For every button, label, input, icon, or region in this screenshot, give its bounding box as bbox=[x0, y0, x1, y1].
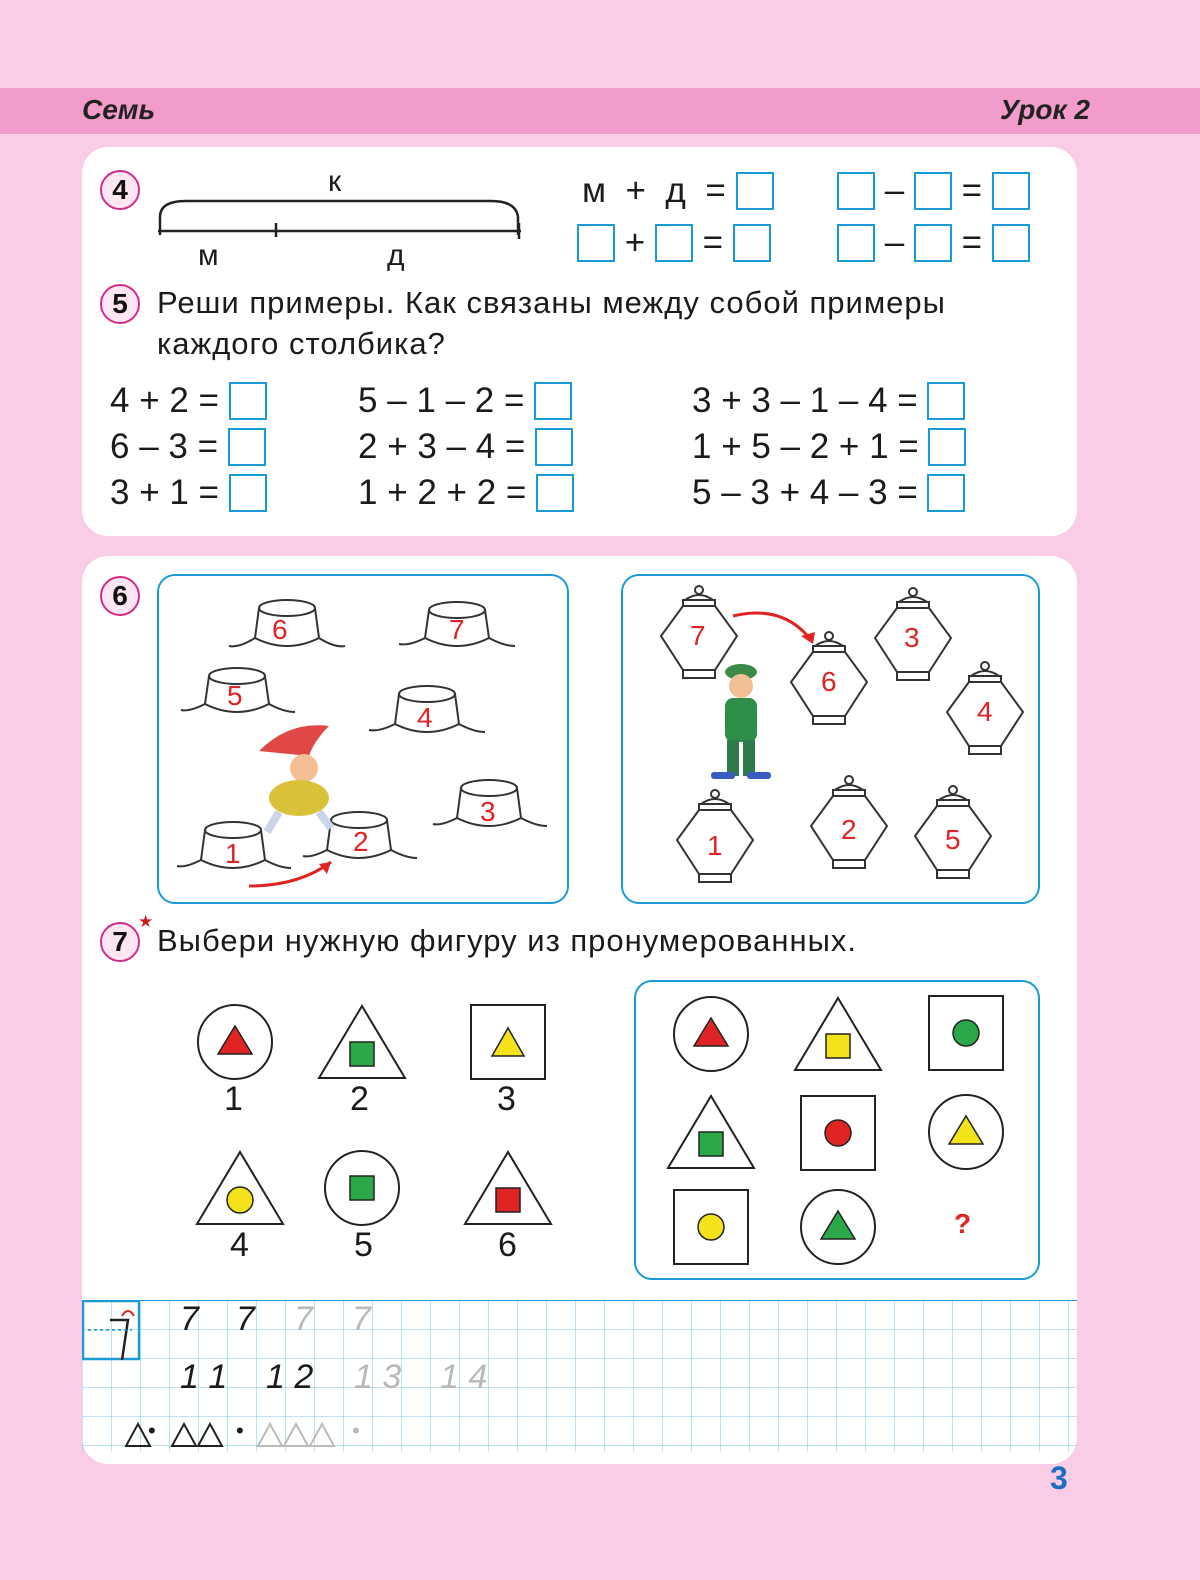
figure-option-3 bbox=[471, 1005, 545, 1079]
task-7-text: Выбери нужную фигуру из пронумерованных. bbox=[157, 923, 857, 958]
lanterns-picture: 7 3 6 4 1 2 5 bbox=[621, 574, 1040, 904]
answer-box[interactable] bbox=[535, 428, 573, 466]
figure-option-6 bbox=[465, 1152, 551, 1224]
answer-box[interactable] bbox=[229, 382, 267, 420]
equation-box-minus-box-2: – = bbox=[837, 221, 1030, 263]
figure-grid-shapes bbox=[636, 982, 1038, 1278]
figure-grid-puzzle bbox=[634, 980, 1040, 1280]
answer-box[interactable] bbox=[914, 172, 952, 210]
lanterns-illustration bbox=[623, 576, 1038, 902]
segment-label-k: к bbox=[328, 165, 342, 198]
segment-label-m: м bbox=[198, 239, 219, 272]
figure-option-label: 5 bbox=[354, 1226, 373, 1264]
stumps-picture: 6 7 5 4 3 1 2 bbox=[157, 574, 569, 904]
equation-box-minus-box-1: – = bbox=[837, 169, 1030, 211]
example-row: 5 – 3 + 4 – 3 = bbox=[692, 471, 966, 517]
handwriting-grid bbox=[82, 1300, 1077, 1462]
answer-box[interactable] bbox=[928, 428, 966, 466]
figure-option-label: 4 bbox=[230, 1226, 249, 1264]
examples-column-3 bbox=[692, 379, 966, 517]
example-row: 3 + 1 = bbox=[110, 471, 267, 517]
gnome-icon bbox=[711, 664, 771, 779]
answer-box[interactable] bbox=[536, 474, 574, 512]
example-row: 4 + 2 = bbox=[110, 379, 267, 425]
lesson-header-band bbox=[0, 88, 1200, 134]
lesson-title: Урок 2 bbox=[999, 94, 1090, 125]
equation-m-plus-d: м + д = bbox=[582, 169, 774, 211]
answer-box[interactable] bbox=[733, 224, 771, 262]
star-icon: ★ bbox=[138, 912, 154, 931]
example-row: 1 + 2 + 2 = bbox=[358, 471, 574, 517]
topic-title: Семь bbox=[82, 94, 156, 125]
page-number: 3 bbox=[1050, 1460, 1068, 1496]
task-7-number: 7 bbox=[100, 922, 140, 962]
dot-icon: • bbox=[148, 1418, 156, 1443]
figure-option-label: 6 bbox=[498, 1226, 517, 1264]
answer-box[interactable] bbox=[228, 428, 266, 466]
example-row: 2 + 3 – 4 = bbox=[358, 425, 574, 471]
answer-box[interactable] bbox=[927, 382, 965, 420]
handwriting-number-trace: 1 3 bbox=[354, 1358, 402, 1396]
handwriting-number: 1 1 bbox=[180, 1358, 228, 1396]
answer-box[interactable] bbox=[837, 224, 875, 262]
handwriting-number-trace: 1 4 bbox=[440, 1358, 488, 1396]
handwriting-digit-trace: 7 bbox=[294, 1300, 313, 1338]
figure-option-1 bbox=[198, 1005, 272, 1079]
examples-column-2 bbox=[358, 379, 574, 517]
handwriting-digit: 7 bbox=[180, 1300, 199, 1338]
task-4-number: 4 bbox=[100, 170, 140, 210]
equation-box-plus-box: + = bbox=[577, 221, 771, 263]
answer-box[interactable] bbox=[927, 474, 965, 512]
handwriting-digit-trace: 7 bbox=[352, 1300, 371, 1338]
answer-box[interactable] bbox=[914, 224, 952, 262]
figure-option-4 bbox=[197, 1152, 283, 1224]
handwriting-number: 1 2 bbox=[266, 1358, 314, 1396]
answer-box[interactable] bbox=[655, 224, 693, 262]
answer-box[interactable] bbox=[229, 474, 267, 512]
dot-icon: • bbox=[236, 1418, 244, 1443]
figure-option-label: 2 bbox=[350, 1080, 369, 1118]
answer-box[interactable] bbox=[577, 224, 615, 262]
figure-option-label: 3 bbox=[497, 1080, 516, 1118]
missing-figure-question[interactable]: ? bbox=[954, 1208, 972, 1239]
figure-option-label: 1 bbox=[224, 1080, 243, 1118]
example-row: 6 – 3 = bbox=[110, 425, 267, 471]
answer-box[interactable] bbox=[992, 172, 1030, 210]
segment-label-d: д bbox=[387, 239, 405, 272]
gnome-icon bbox=[259, 725, 331, 832]
tasks-4-5-card bbox=[82, 147, 1077, 536]
answer-box[interactable] bbox=[992, 224, 1030, 262]
answer-box[interactable] bbox=[736, 172, 774, 210]
answer-box[interactable] bbox=[534, 382, 572, 420]
task-5-number: 5 bbox=[100, 284, 140, 324]
answer-box[interactable] bbox=[837, 172, 875, 210]
tasks-6-7-card bbox=[82, 556, 1077, 1464]
task-6-number: 6 bbox=[100, 576, 140, 616]
example-row: 1 + 5 – 2 + 1 = bbox=[692, 425, 966, 471]
example-row: 5 – 1 – 2 = bbox=[358, 379, 574, 425]
handwriting-digit: 7 bbox=[236, 1300, 255, 1338]
figure-option-2 bbox=[319, 1006, 405, 1078]
figure-option-5 bbox=[325, 1151, 399, 1225]
examples-column-1 bbox=[110, 379, 267, 517]
example-row: 3 + 3 – 1 – 4 = bbox=[692, 379, 966, 425]
task-5-text: Реши примеры. Как связаны между собой примеры каждого столбика? bbox=[157, 285, 946, 361]
dot-icon: • bbox=[352, 1418, 360, 1443]
